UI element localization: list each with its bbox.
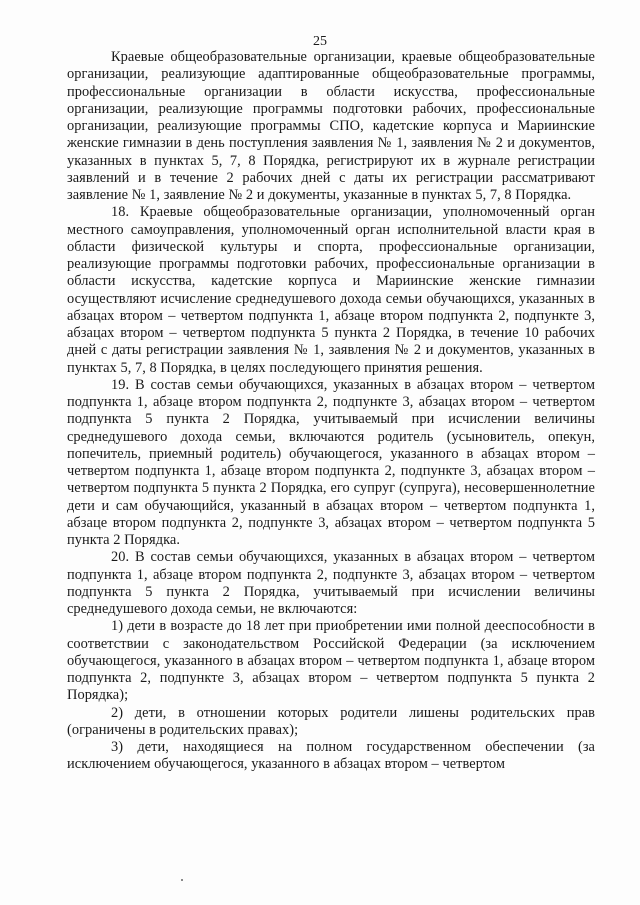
scan-speck <box>181 879 183 881</box>
list-item-1: 1) дети в возрасте до 18 лет при приобретении ими полной дееспособности в соответствии с законодательством Российской Федерации (за исключением обучающегося, указанного в абзацах втором – четвертом подпункта 1, абзаце втором подпункта 2, подпункте 3, абзацах втором – четвертом подпункта 5 пункта 2 Порядка); <box>67 618 595 704</box>
paragraph-18: 18. Краевые общеобразовательные организации, уполномоченный орган местного самоуправления, уполномоченный орган исполнительной власти края в области физической культуры и спорта, профессиональные организации, реализующие программы подготовки рабочих, профессиональные организации в области искусства, кадетские корпуса и Мариинские женские гимназии осуществляют исчисление среднедушевого дохода семьи обучающихся, указанных в абзацах втором – четвертом подпункта 1, абзаце втором подпункта 2, подпункте 3, абзацах втором – четвертом подпункта 5 пункта 2 Порядка, в течение 10 рабочих дней с даты регистрации заявления № 1, заявления № 2 и документов, указанных в пунктах 5, 7, 8 Порядка, в целях последующего принятия решения. <box>67 204 595 376</box>
list-item-3: 3) дети, находящиеся на полном государственном обеспечении (за исключением обучающегося, указанного в абзацах втором – четвертом <box>67 739 595 773</box>
page-number: 25 <box>313 34 327 49</box>
list-item-2: 2) дети, в отношении которых родители лишены родительских прав (ограничены в родительских правах); <box>67 704 595 738</box>
paragraph-intro: Краевые общеобразовательные организации, краевые общеобразовательные организации, реализующие адаптированные общеобразовательные программы, профессиональные организации в области искусства, профессиональные организации, реализующие программы подготовки рабочих, профессиональные организации, реализующие программы СПО, кадетские корпуса и Мариинские женские гимназии в день поступления заявления № 1, заявления № 2 и документов, указанных в пунктах 5, 7, 8 Порядка, регистрируют их в журнале регистрации заявлений и в течение 2 рабочих дней с даты их регистрации рассматривают заявление № 1, заявление № 2 и документы, указанные в пунктах 5, 7, 8 Порядка. <box>67 49 595 203</box>
document-body <box>67 49 595 774</box>
paragraph-19: 19. В состав семьи обучающихся, указанных в абзацах втором – четвертом подпункта 1, абзаце втором подпункта 2, подпункте 3, абзацах втором – четвертом подпункта 5 пункта 2 Порядка, учитываемый при исчислении величины среднедушевого дохода семьи, включаются родитель (усыновитель, опекун, попечитель, приемный родитель) обучающегося, указанного в абзацах втором – четвертом подпункта 1, абзаце втором подпункта 2, подпункте 3, абзацах втором – четвертом подпункта 5 пункта 2 Порядка, его супруг (супруга), несовершеннолетние дети и сам обучающийся, указанный в абзацах втором – четвертом подпункта 1, абзаце втором подпункта 2, подпункте 3, абзацах втором – четвертом подпункта 5 пункта 2 Порядка. <box>67 376 595 548</box>
paragraph-20: 20. В состав семьи обучающихся, указанных в абзацах втором – четвертом подпункта 1, абзаце втором подпункта 2, подпункте 3, абзацах втором – четвертом подпункта 5 пункта 2 Порядка, учитываемый при исчислении величины среднедушевого дохода семьи, не включаются: <box>67 549 595 617</box>
